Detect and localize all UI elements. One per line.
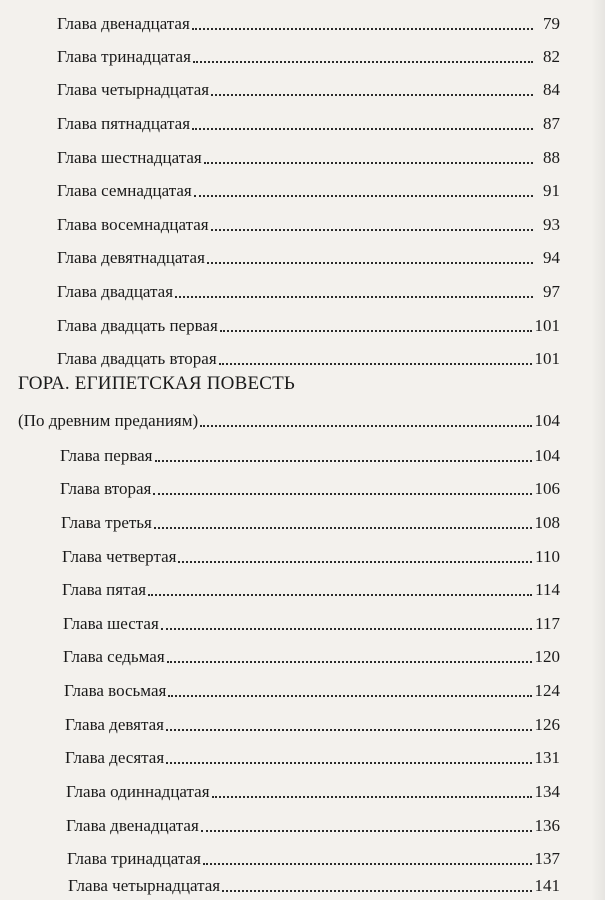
- toc-entry: [68, 866, 560, 896]
- toc-entry: [62, 570, 560, 600]
- toc-entry-title: Глава девятая: [65, 715, 164, 734]
- toc-entry: [66, 806, 560, 836]
- toc-entry-page: 94: [543, 248, 560, 267]
- toc-entry-page: 101: [534, 349, 560, 368]
- toc-entry: [63, 637, 560, 667]
- toc-entry-page: 126: [534, 715, 560, 734]
- toc-entry-page: 141: [534, 876, 560, 895]
- dot-leader: [211, 94, 533, 96]
- toc-entry: [60, 436, 560, 466]
- toc-entry-title: Глава двадцать первая: [57, 316, 218, 335]
- toc-entry-title: Глава пятнадцатая: [57, 114, 191, 133]
- toc-entry-page: 137: [534, 849, 560, 868]
- dot-leader: [201, 830, 532, 832]
- toc-entry-title: Глава шестнадцатая: [57, 148, 202, 167]
- dot-leader: [155, 460, 532, 462]
- toc-entry: [65, 705, 560, 735]
- toc-entry-page: 87: [543, 114, 560, 133]
- toc-entry: [64, 671, 560, 701]
- toc-entry: [67, 839, 560, 869]
- toc-entry-page: 91: [543, 181, 560, 200]
- toc-entry-title: Глава двенадцатая: [57, 14, 190, 33]
- toc-entry: [57, 238, 560, 268]
- toc-entry-page: 106: [534, 479, 560, 498]
- toc-entry-page: 114: [535, 580, 560, 599]
- toc-entry-page: 131: [534, 748, 560, 767]
- section-subtitle: (По древним преданиям): [18, 411, 199, 430]
- toc-entry-page: 124: [534, 681, 560, 700]
- toc-entry-page: 79: [543, 14, 560, 33]
- dot-leader: [204, 162, 533, 164]
- dot-leader: [192, 128, 533, 130]
- toc-entry-title: Глава восемнадцатая: [57, 215, 209, 234]
- dot-leader: [175, 296, 533, 298]
- toc-entry-title: Глава четвертая: [62, 547, 177, 566]
- dot-leader: [148, 594, 532, 596]
- toc-entry-page: 82: [543, 47, 560, 66]
- toc-entry: [65, 738, 560, 768]
- toc-entry-page: 110: [535, 547, 560, 566]
- toc-entry-page: 101: [534, 316, 560, 335]
- toc-entry-page: 108: [534, 513, 560, 532]
- toc-entry-page: 93: [543, 215, 560, 234]
- toc-entry-title: Глава одиннадцатая: [66, 782, 210, 801]
- toc-entry-title: Глава третья: [61, 513, 152, 532]
- toc-entry: [63, 604, 560, 634]
- toc-entry-title: Глава десятая: [65, 748, 165, 767]
- toc-entry-title: Глава девятнадцатая: [57, 248, 205, 267]
- toc-entry-title: Глава первая: [60, 446, 153, 465]
- dot-leader: [153, 493, 531, 495]
- dot-leader: [167, 661, 532, 663]
- section-subtitle-page: 104: [534, 411, 560, 430]
- toc-entry: [57, 339, 560, 369]
- toc-entry: [57, 37, 560, 67]
- toc-entry-title: Глава двенадцатая: [66, 816, 199, 835]
- toc-entry-page: 104: [534, 446, 560, 465]
- toc-entry: [57, 70, 560, 100]
- toc-entry: [57, 104, 560, 134]
- toc-entry-title: Глава шестая: [63, 614, 159, 633]
- toc-entry-page: 117: [535, 614, 560, 633]
- toc-entry: [61, 503, 560, 533]
- dot-leader: [200, 425, 531, 427]
- toc-entry-page: 97: [543, 282, 560, 301]
- page-edge-shadow: [591, 0, 605, 900]
- toc-entry: [57, 171, 560, 201]
- toc-entry-title: Глава седьмая: [63, 647, 165, 666]
- toc-entry-title: Глава тринадцатая: [57, 47, 191, 66]
- toc-entry-page: 134: [534, 782, 560, 801]
- toc-entry-page: 136: [534, 816, 560, 835]
- toc-entry-page: 120: [534, 647, 560, 666]
- dot-leader: [194, 195, 533, 197]
- toc-entry: [57, 306, 560, 336]
- toc-entry: [57, 138, 560, 168]
- toc-entry-title: Глава вторая: [60, 479, 152, 498]
- section-subtitle-entry: [18, 401, 560, 431]
- dot-leader: [161, 628, 532, 630]
- toc-entry: [62, 537, 560, 567]
- dot-leader: [178, 561, 532, 563]
- dot-leader: [193, 61, 533, 63]
- toc-entry-title: Глава восьмая: [64, 681, 167, 700]
- dot-leader: [166, 729, 532, 731]
- toc-entry: [57, 205, 560, 235]
- toc-entry-title: Глава семнадцатая: [57, 181, 192, 200]
- toc-entry: [57, 272, 560, 302]
- dot-leader: [207, 262, 533, 264]
- dot-leader: [219, 363, 532, 365]
- toc-entry-title: Глава тринадцатая: [67, 849, 201, 868]
- toc-entry-title: Глава пятая: [62, 580, 147, 599]
- toc-entry-title: Глава четырнадцатая: [57, 80, 210, 99]
- toc-entry-page: 84: [543, 80, 560, 99]
- dot-leader: [211, 229, 533, 231]
- dot-leader: [222, 890, 531, 892]
- dot-leader: [220, 330, 532, 332]
- dot-leader: [192, 28, 533, 30]
- dot-leader: [212, 796, 532, 798]
- toc-entry-title: Глава двадцать вторая: [57, 349, 217, 368]
- toc-entry: [66, 772, 560, 802]
- section-heading: ГОРА. ЕГИПЕТСКАЯ ПОВЕСТЬ: [18, 373, 296, 394]
- dot-leader: [154, 527, 532, 529]
- dot-leader: [203, 863, 532, 865]
- toc-entry: [57, 4, 560, 34]
- dot-leader: [168, 695, 531, 697]
- toc-entry: [60, 469, 560, 499]
- toc-entry-page: 88: [543, 148, 560, 167]
- toc-entry-title: Глава двадцатая: [57, 282, 174, 301]
- dot-leader: [166, 762, 531, 764]
- toc-entry-title: Глава четырнадцатая: [68, 876, 221, 895]
